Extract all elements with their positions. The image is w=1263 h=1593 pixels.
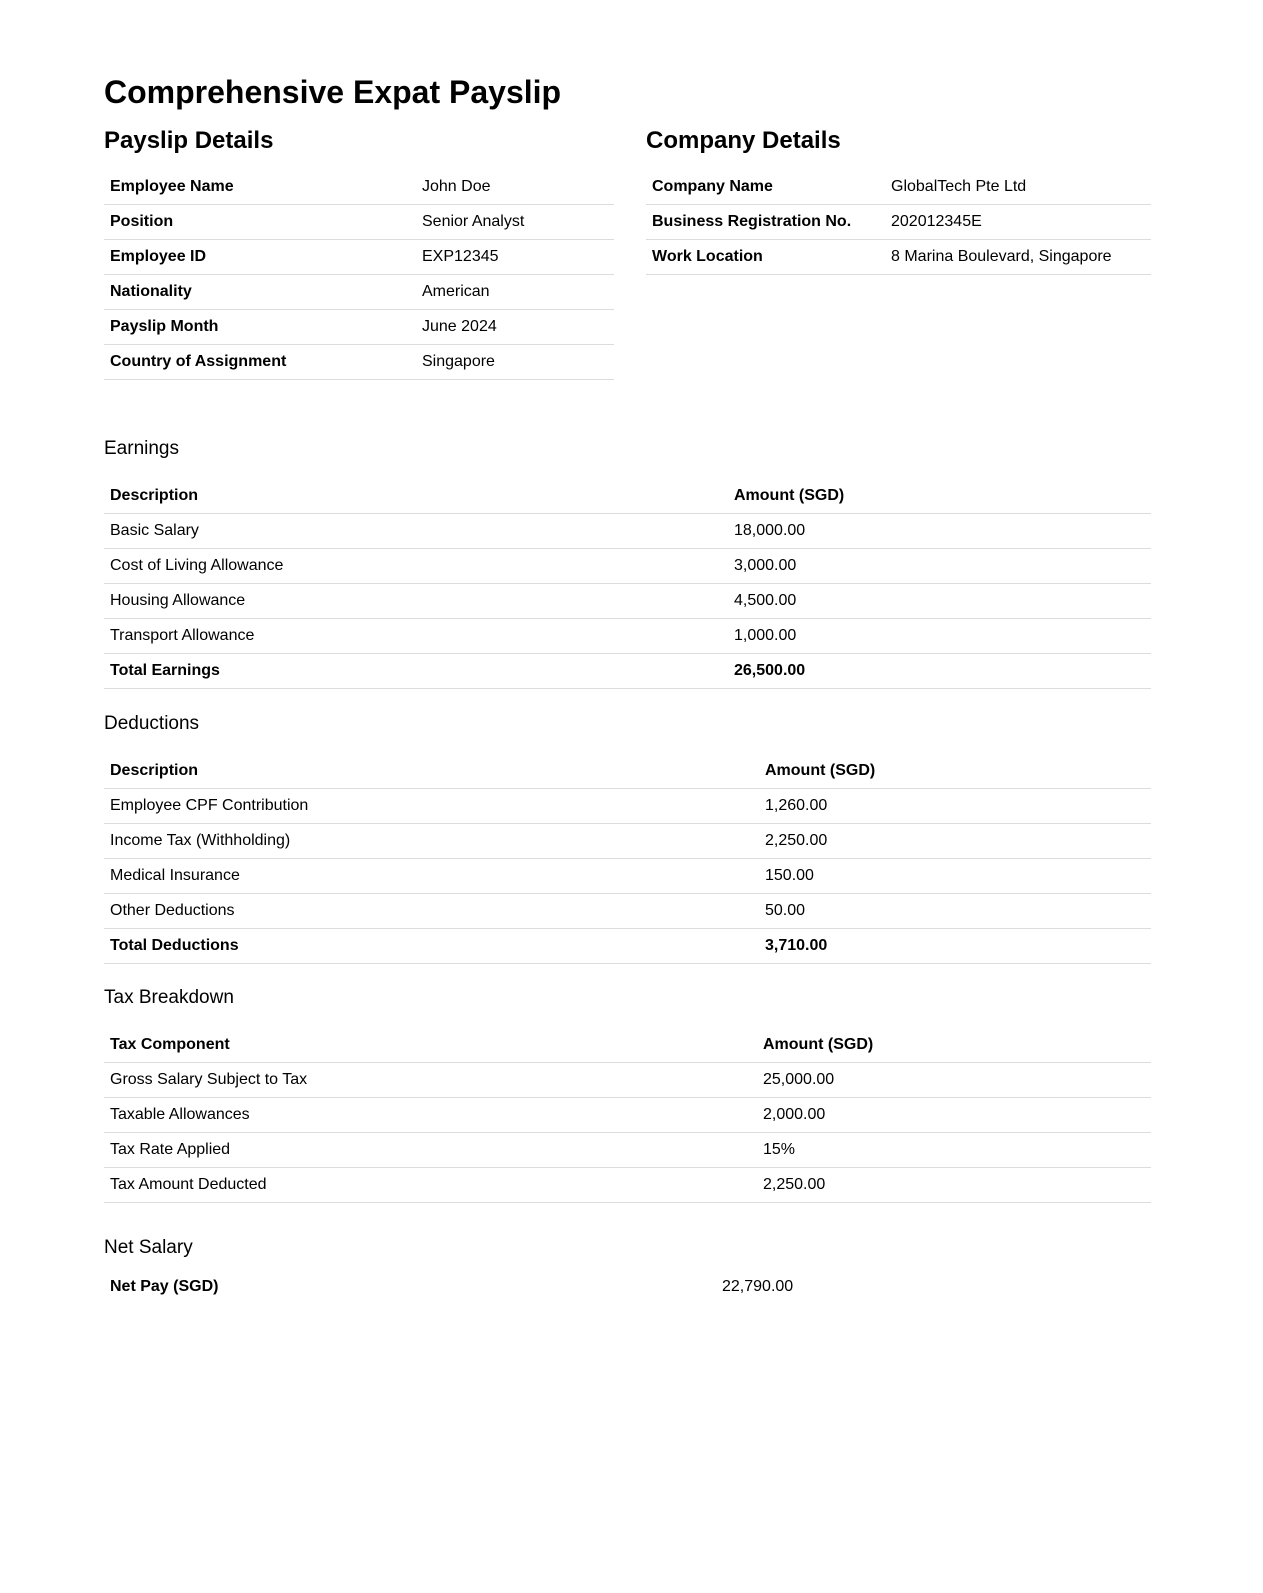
row-amount: 4,500.00	[728, 584, 1151, 619]
page-title: Comprehensive Expat Payslip	[104, 74, 562, 110]
row-amount: 1,000.00	[728, 619, 1151, 654]
row-amount: 3,000.00	[728, 549, 1151, 584]
row-description: Other Deductions	[104, 894, 759, 929]
table-row	[104, 240, 614, 275]
column-header-amount: Amount (SGD)	[728, 479, 1151, 514]
row-amount: 1,260.00	[759, 789, 1151, 824]
detail-value: EXP12345	[416, 240, 614, 275]
column-header-description: Description	[104, 479, 728, 514]
table-row	[104, 170, 614, 205]
deductions-heading: Deductions	[104, 713, 200, 734]
table-row	[104, 205, 614, 240]
total-label: Total Earnings	[104, 654, 728, 689]
row-amount: 2,000.00	[757, 1098, 1151, 1133]
table-row	[104, 310, 614, 345]
row-amount: 2,250.00	[759, 824, 1151, 859]
row-description: Tax Amount Deducted	[104, 1168, 757, 1203]
deductions-section	[104, 711, 1151, 964]
detail-value: June 2024	[416, 310, 614, 345]
table-row	[646, 170, 1151, 205]
company-details-heading: Company Details	[646, 127, 841, 154]
column-header-tax-component: Tax Component	[104, 1028, 757, 1063]
row-amount: 50.00	[759, 894, 1151, 929]
payslip-details-section	[104, 124, 614, 380]
detail-value: American	[416, 275, 614, 310]
net-pay-value: 22,790.00	[722, 1278, 794, 1295]
net-pay-label: Net Pay (SGD)	[110, 1278, 219, 1295]
net-salary-heading: Net Salary	[104, 1237, 193, 1258]
tax-breakdown-heading: Tax Breakdown	[104, 987, 234, 1008]
detail-label: Position	[104, 205, 416, 240]
earnings-section	[104, 436, 1151, 689]
detail-label: Payslip Month	[104, 310, 416, 345]
row-description: Taxable Allowances	[104, 1098, 757, 1133]
detail-value: 202012345E	[885, 205, 1151, 240]
row-amount: 15%	[757, 1133, 1151, 1168]
total-row	[104, 654, 1151, 689]
total-amount: 26,500.00	[728, 654, 1151, 689]
detail-value: John Doe	[416, 170, 614, 205]
row-description: Medical Insurance	[104, 859, 759, 894]
column-header-amount: Amount (SGD)	[757, 1028, 1151, 1063]
table-row	[104, 789, 1151, 824]
column-header-description: Description	[104, 754, 759, 789]
detail-value: 8 Marina Boulevard, Singapore	[885, 240, 1151, 275]
row-amount: 150.00	[759, 859, 1151, 894]
table-row	[104, 1168, 1151, 1203]
table-row	[104, 859, 1151, 894]
row-description: Transport Allowance	[104, 619, 728, 654]
detail-label: Employee Name	[104, 170, 416, 205]
detail-label: Employee ID	[104, 240, 416, 275]
table-row	[104, 619, 1151, 654]
table-row	[646, 240, 1151, 275]
row-description: Housing Allowance	[104, 584, 728, 619]
total-amount: 3,710.00	[759, 929, 1151, 964]
total-label: Total Deductions	[104, 929, 759, 964]
row-description: Cost of Living Allowance	[104, 549, 728, 584]
detail-label: Country of Assignment	[104, 345, 416, 380]
row-amount: 25,000.00	[757, 1063, 1151, 1098]
total-row	[104, 929, 1151, 964]
tax-breakdown-table	[104, 1028, 1151, 1203]
column-header-amount: Amount (SGD)	[759, 754, 1151, 789]
earnings-table	[104, 479, 1151, 689]
detail-label: Nationality	[104, 275, 416, 310]
row-description: Income Tax (Withholding)	[104, 824, 759, 859]
table-row	[104, 894, 1151, 929]
row-amount: 18,000.00	[728, 514, 1151, 549]
company-details-section	[646, 124, 1151, 275]
detail-label: Company Name	[646, 170, 885, 205]
detail-value: Senior Analyst	[416, 205, 614, 240]
net-pay-row	[104, 1270, 1151, 1304]
table-row	[104, 824, 1151, 859]
payslip-details-heading: Payslip Details	[104, 127, 274, 154]
row-description: Gross Salary Subject to Tax	[104, 1063, 757, 1098]
row-description: Employee CPF Contribution	[104, 789, 759, 824]
payslip-details-table	[104, 170, 614, 380]
table-row	[104, 1133, 1151, 1168]
table-row	[104, 345, 614, 380]
table-row	[104, 514, 1151, 549]
table-row	[646, 205, 1151, 240]
table-header-row	[104, 479, 1151, 514]
table-row	[104, 584, 1151, 619]
net-salary-section	[104, 1235, 1151, 1295]
detail-value: GlobalTech Pte Ltd	[885, 170, 1151, 205]
row-description: Tax Rate Applied	[104, 1133, 757, 1168]
tax-breakdown-section	[104, 985, 1151, 1203]
company-details-table	[646, 170, 1151, 275]
row-amount: 2,250.00	[757, 1168, 1151, 1203]
table-header-row	[104, 1028, 1151, 1063]
detail-label: Work Location	[646, 240, 885, 275]
table-row	[104, 1063, 1151, 1098]
detail-value: Singapore	[416, 345, 614, 380]
deductions-table	[104, 754, 1151, 964]
earnings-heading: Earnings	[104, 438, 179, 459]
detail-label: Business Registration No.	[646, 205, 885, 240]
table-row	[104, 275, 614, 310]
table-header-row	[104, 754, 1151, 789]
table-row	[104, 549, 1151, 584]
table-row	[104, 1098, 1151, 1133]
row-description: Basic Salary	[104, 514, 728, 549]
